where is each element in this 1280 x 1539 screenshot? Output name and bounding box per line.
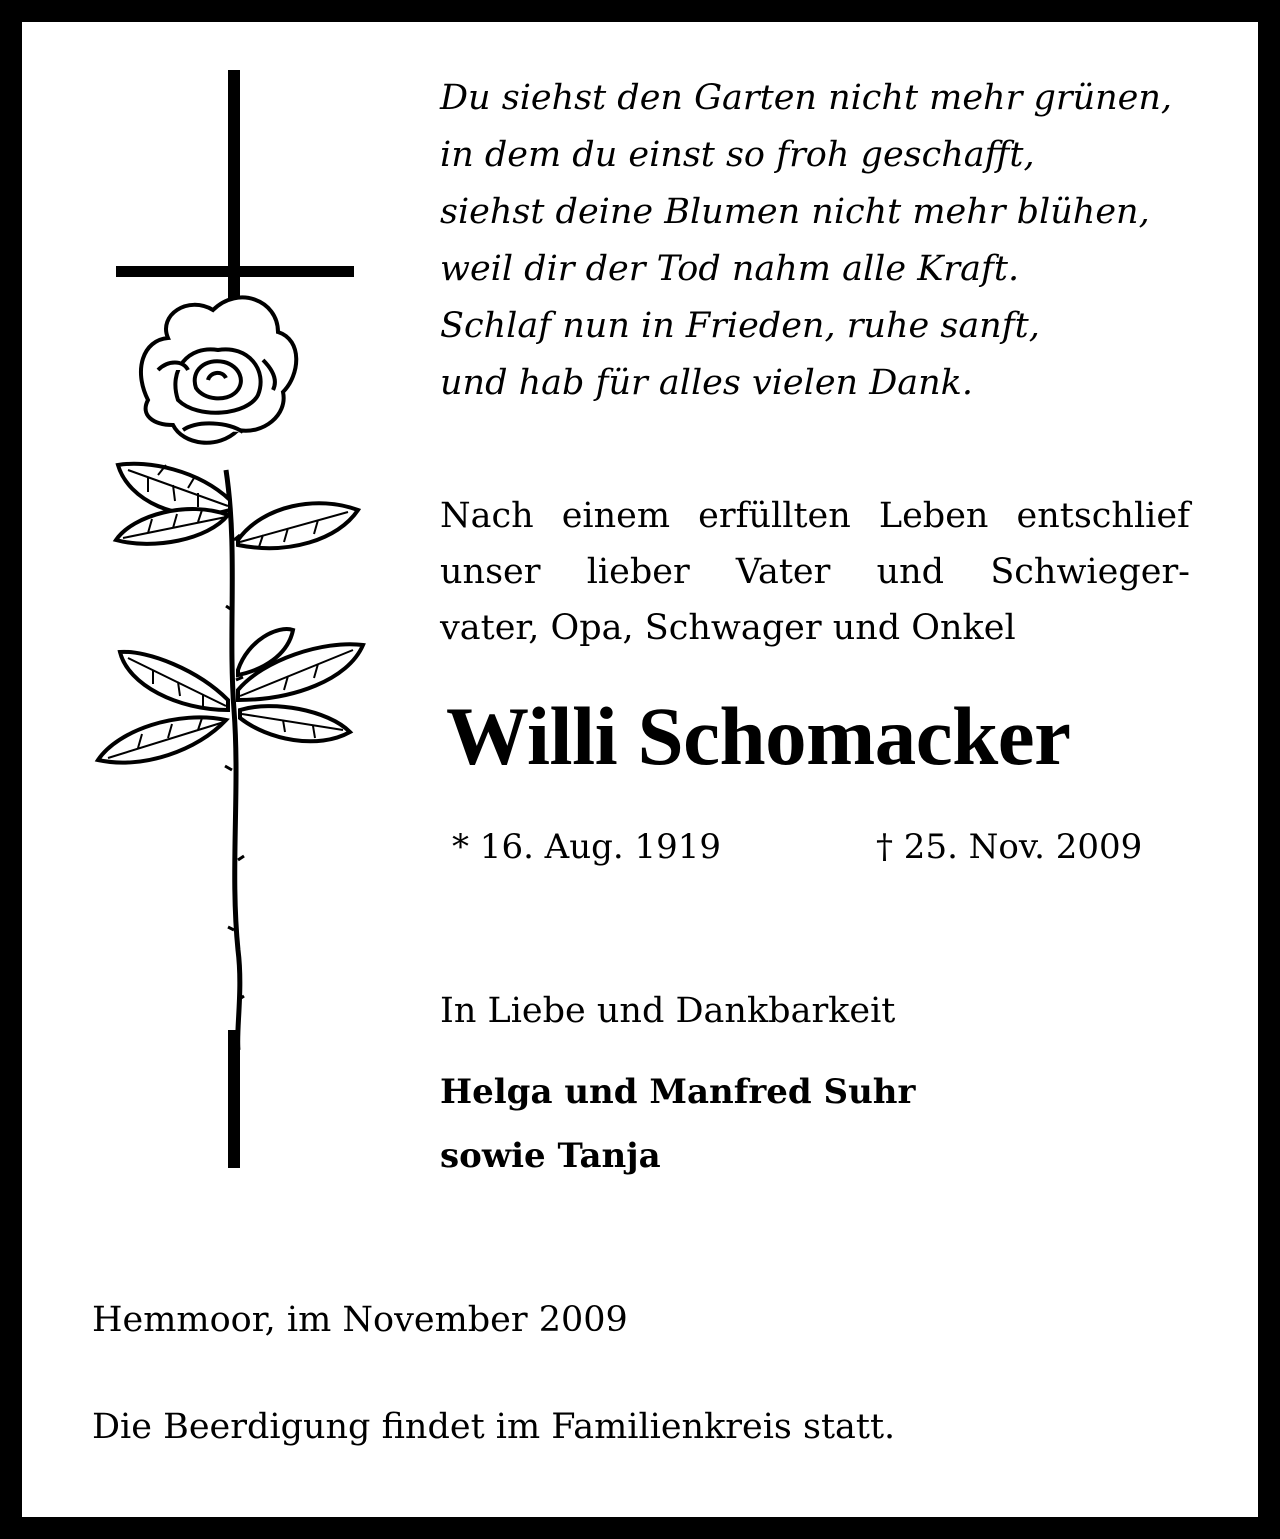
birth-date: * 16. Aug. 1919 bbox=[452, 827, 722, 867]
poem-line: weil dir der Tod nahm alle Kraft. bbox=[440, 249, 1020, 289]
poem bbox=[440, 70, 1210, 412]
place-date: Hemmoor, im November 2009 bbox=[92, 1300, 628, 1340]
poem-line: siehst deine Blumen nicht mehr blühen, bbox=[440, 192, 1150, 232]
announcement-line: unser lieber Vater und Schwieger- bbox=[440, 552, 1190, 592]
announcement-line: vater, Opa, Schwager und Onkel bbox=[440, 608, 1016, 648]
death-date: † 25. Nov. 2009 bbox=[876, 827, 1143, 867]
closing-phrase: In Liebe und Dankbarkeit bbox=[440, 991, 896, 1031]
poem-line: in dem du einst so froh geschafft, bbox=[440, 135, 1035, 175]
poem-line: und hab für alles vielen Dank. bbox=[440, 363, 974, 403]
mourner-line: Helga und Manfred Suhr bbox=[440, 1072, 916, 1112]
poem-line: Du siehst den Garten nicht mehr grünen, bbox=[440, 78, 1173, 118]
poem-line: Schlaf nun in Frieden, ruhe sanft, bbox=[440, 306, 1040, 346]
cross-with-rose-icon bbox=[88, 70, 378, 1170]
mourners bbox=[440, 1060, 915, 1188]
announcement-line: Nach einem erfüllten Leben entschlief bbox=[440, 496, 1190, 536]
funeral-note: Die Beerdigung findet im Familienkreis statt. bbox=[92, 1407, 896, 1447]
mourner-line: sowie Tanja bbox=[440, 1136, 661, 1176]
announcement-text bbox=[440, 488, 1190, 656]
deceased-name: Willi Schomacker bbox=[446, 690, 1071, 782]
